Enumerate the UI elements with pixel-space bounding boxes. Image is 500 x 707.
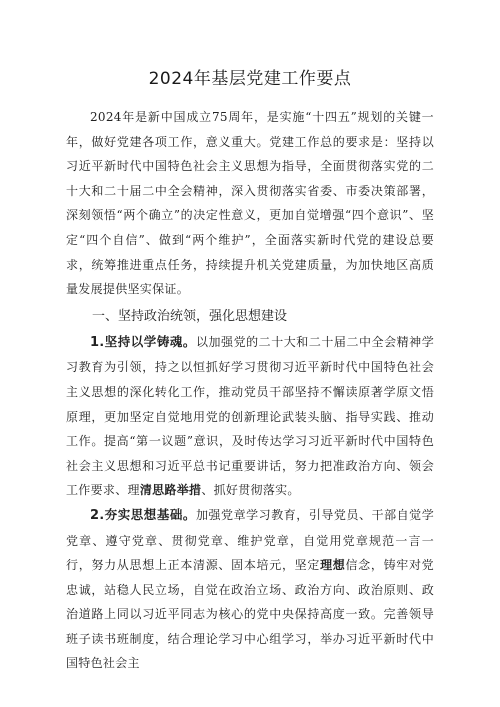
- item-2-lead-text: .夯实思想基础。: [99, 506, 196, 522]
- item-2-paragraph: [66, 503, 434, 676]
- item-2-number: 2: [90, 507, 100, 523]
- item-1-emphasis: 清思路举措: [139, 483, 202, 498]
- page-title: 2024年基层党建工作要点: [148, 69, 352, 89]
- item-2-emphasis: 理想: [320, 558, 346, 573]
- item-1-body-b: 、抓好贯彻落实。: [201, 483, 300, 498]
- item-1-body-a: 以加强党的二十大和二十届二中全会精神学习教育为引领，持之以恒抓好学习贯彻习近平新时代中国特色社会主义思想的深化转化工作，推动党员干部坚持不懈读原著学原文悟原理，更加坚定自觉地用党的创新理论武装头脑、指导实践、推动工作。提高“第一议题”意识，及时传达学习习近平新时代中国特色社会主义思想和习近平总书记重要讲话，努力把准政治方向、领会工作要求、理: [66, 334, 435, 498]
- item-1-lead: [90, 334, 196, 349]
- item-2-body-b: 信念，铸牢对党忠诚，站稳人民立场，自觉在政治立场、政治方向、政治原则、政治道路上同以习近平同志为核心的党中央保持高度一致。完善领导班子读书班制度，结合理论学习中心组学习，举办习近平新时代中国特色社会主: [66, 558, 434, 671]
- section-heading: 一、坚持政治统领，强化思想建设: [92, 308, 288, 324]
- intro-paragraph: 2024年是新中国成立75周年，是实施“十四五”规划的关键一年，做好党建各项工作，意义重大。党建工作总的要求是：坚持以习近平新时代中国特色社会主义思想为指导，全面贯彻落实党的二十大和二十届二中全会精神，深入贯彻落实省委、市委决策部署，深刻领悟“两个确立”的决定性意义，更加自觉增强“四个意识”、坚定“四个自信”、做到“两个维护”，全面落实新时代党的建设总要求，统筹推进重点任务，持续提升机关党建质量，为加快地区高质量发展提供坚实保证。: [66, 110, 434, 297]
- item-2-lead: [90, 507, 196, 522]
- item-1-paragraph: [66, 330, 434, 503]
- item-1-lead-text: .坚持以学铸魂。: [99, 333, 196, 349]
- item-1-number: 1: [90, 334, 100, 350]
- item-2-body-a: 加强党章学习教育，引导党员、干部自觉学党章、遵守党章、贯彻党章、维护党章，自觉用党章规范一言一行，努力从思想上正本清源、固本培元，坚定: [66, 507, 435, 573]
